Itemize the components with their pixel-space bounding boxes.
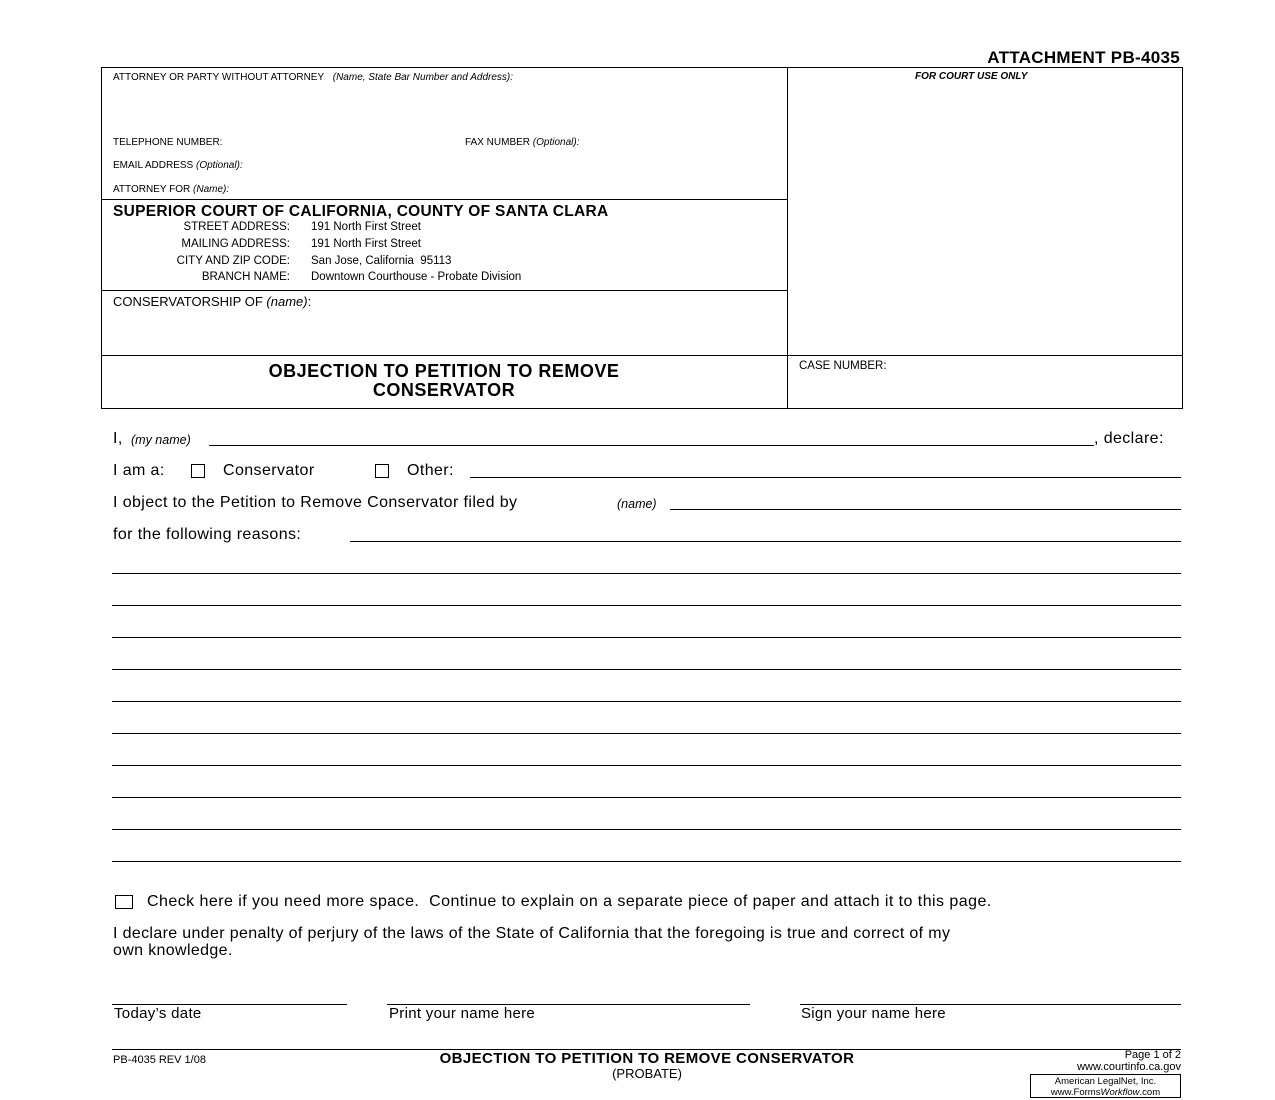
mailing-value: 191 North First Street — [311, 238, 421, 250]
form-title-line1: OBJECTION TO PETITION TO REMOVE — [268, 361, 620, 381]
attorney-label: ATTORNEY OR PARTY WITHOUT ATTORNEY — [113, 72, 324, 83]
city-label: CITY AND ZIP CODE: — [176, 255, 290, 267]
fax-hint: (Optional): — [532, 137, 580, 148]
attorney-name-field[interactable] — [113, 86, 773, 134]
reason-line — [112, 765, 1181, 766]
email-hint: (Optional): — [196, 160, 243, 171]
sign-name-field[interactable] — [800, 984, 1181, 1002]
conservatorship-field[interactable] — [113, 312, 773, 350]
footer-title: OBJECTION TO PETITION TO REMOVE CONSERVATOR — [439, 1050, 855, 1067]
conservatorship-hint: (name) — [266, 294, 308, 309]
branch-value: Downtown Courthouse - Probate Division — [311, 271, 522, 283]
branch-label: BRANCH NAME: — [201, 271, 290, 283]
caption-line — [101, 355, 1182, 356]
vendor-line1: American LegalNet, Inc. — [1054, 1076, 1157, 1087]
attorney-for-label-row — [113, 184, 229, 195]
other-field[interactable] — [470, 460, 1181, 476]
more-space-text: Check here if you need more space. Continue to explain on a separate piece of paper and attach it to this page. — [147, 893, 992, 910]
declaration-text — [113, 925, 1183, 959]
footer-subtitle: (PROBATE) — [612, 1066, 682, 1081]
vendor-line2-italic: Workflow — [1100, 1087, 1140, 1098]
conservator-checkbox[interactable] — [191, 464, 205, 478]
fax-field[interactable] — [615, 134, 780, 150]
reason-line — [112, 637, 1181, 638]
email-field[interactable] — [280, 157, 775, 173]
attachment-title: ATTACHMENT PB-4035 — [987, 48, 1180, 67]
object-text: I object to the Petition to Remove Conservator filed by — [113, 494, 518, 511]
date-label: Today’s date — [114, 1005, 202, 1022]
city-value: San Jose, California 95113 — [311, 255, 452, 267]
form-title — [101, 362, 787, 400]
reasons-field[interactable] — [112, 524, 1181, 861]
declare-text: , declare: — [1094, 430, 1164, 447]
footer-page: Page 1 of 2 — [1124, 1049, 1181, 1061]
reasons-label: for the following reasons: — [113, 526, 302, 543]
court-use-label: FOR COURT USE ONLY — [915, 71, 1028, 82]
vendor-line2-prefix: www.Forms — [1050, 1087, 1101, 1098]
other-underline — [470, 477, 1181, 478]
footer-website: www.courtinfo.ca.gov — [1077, 1061, 1181, 1073]
filed-by-field[interactable] — [670, 492, 1181, 508]
footer-form-id: PB-4035 REV 1/08 — [113, 1054, 206, 1066]
reason-line — [112, 797, 1181, 798]
my-name-field[interactable] — [209, 428, 1094, 444]
attorney-for-field[interactable] — [265, 181, 775, 197]
declaration-line1: I declare under penalty of perjury of the laws of the State of California that the foregoing is true and correct of my — [113, 925, 951, 942]
reason-line — [112, 669, 1181, 670]
other-checkbox[interactable] — [375, 464, 389, 478]
telephone-label: TELEPHONE NUMBER: — [113, 137, 223, 148]
iam-label: I am a: — [113, 462, 165, 479]
vendor-line2[interactable] — [1031, 1087, 1180, 1098]
my-name-underline — [209, 445, 1094, 446]
attorney-bottom-line — [101, 199, 787, 200]
object-hint: (name) — [617, 497, 657, 511]
attorney-hint: (Name, State Bar Number and Address): — [332, 72, 514, 83]
attorney-for-hint: (Name): — [193, 184, 230, 195]
declaration-line2: own knowledge. — [113, 942, 233, 959]
reason-line — [112, 573, 1181, 574]
i-label: I, — [113, 430, 123, 447]
my-name-hint: (my name) — [131, 433, 191, 447]
attorney-label-row — [113, 72, 513, 83]
reason-line — [112, 605, 1181, 606]
email-label: EMAIL ADDRESS — [113, 160, 194, 171]
reason-line — [112, 701, 1181, 702]
vendor-line2-suffix: .com — [1139, 1087, 1161, 1098]
conservator-option: Conservator — [223, 462, 315, 479]
telephone-field[interactable] — [255, 134, 450, 150]
case-number-field[interactable] — [799, 376, 1169, 402]
attorney-for-label: ATTORNEY FOR — [113, 184, 191, 195]
conservatorship-label: CONSERVATORSHIP OF — [113, 294, 263, 309]
reason-line — [112, 861, 1181, 862]
court-name: SUPERIOR COURT OF CALIFORNIA, COUNTY OF SANTA CLARA — [113, 203, 609, 220]
other-option: Other: — [407, 462, 454, 479]
print-name-label: Print your name here — [389, 1005, 536, 1022]
date-field[interactable] — [112, 984, 347, 1002]
reason-line — [112, 733, 1181, 734]
sign-name-label: Sign your name here — [801, 1005, 946, 1022]
filed-by-underline — [670, 509, 1181, 510]
street-value: 191 North First Street — [311, 221, 421, 233]
court-bottom-line — [101, 290, 787, 291]
email-label-row — [113, 160, 243, 171]
mailing-label: MAILING ADDRESS: — [181, 238, 290, 250]
print-name-field[interactable] — [387, 984, 750, 1002]
more-space-checkbox[interactable] — [115, 895, 133, 909]
conservatorship-colon: : — [307, 294, 312, 309]
fax-label-row — [465, 137, 579, 148]
header-divider — [787, 67, 788, 408]
vendor-box — [1030, 1074, 1181, 1098]
case-number-label: CASE NUMBER: — [799, 360, 887, 372]
form-title-line2: CONSERVATOR — [372, 380, 516, 400]
fax-label: FAX NUMBER — [465, 137, 531, 148]
street-label: STREET ADDRESS: — [183, 221, 290, 233]
conservatorship-label-row — [113, 294, 311, 309]
reason-line — [112, 829, 1181, 830]
